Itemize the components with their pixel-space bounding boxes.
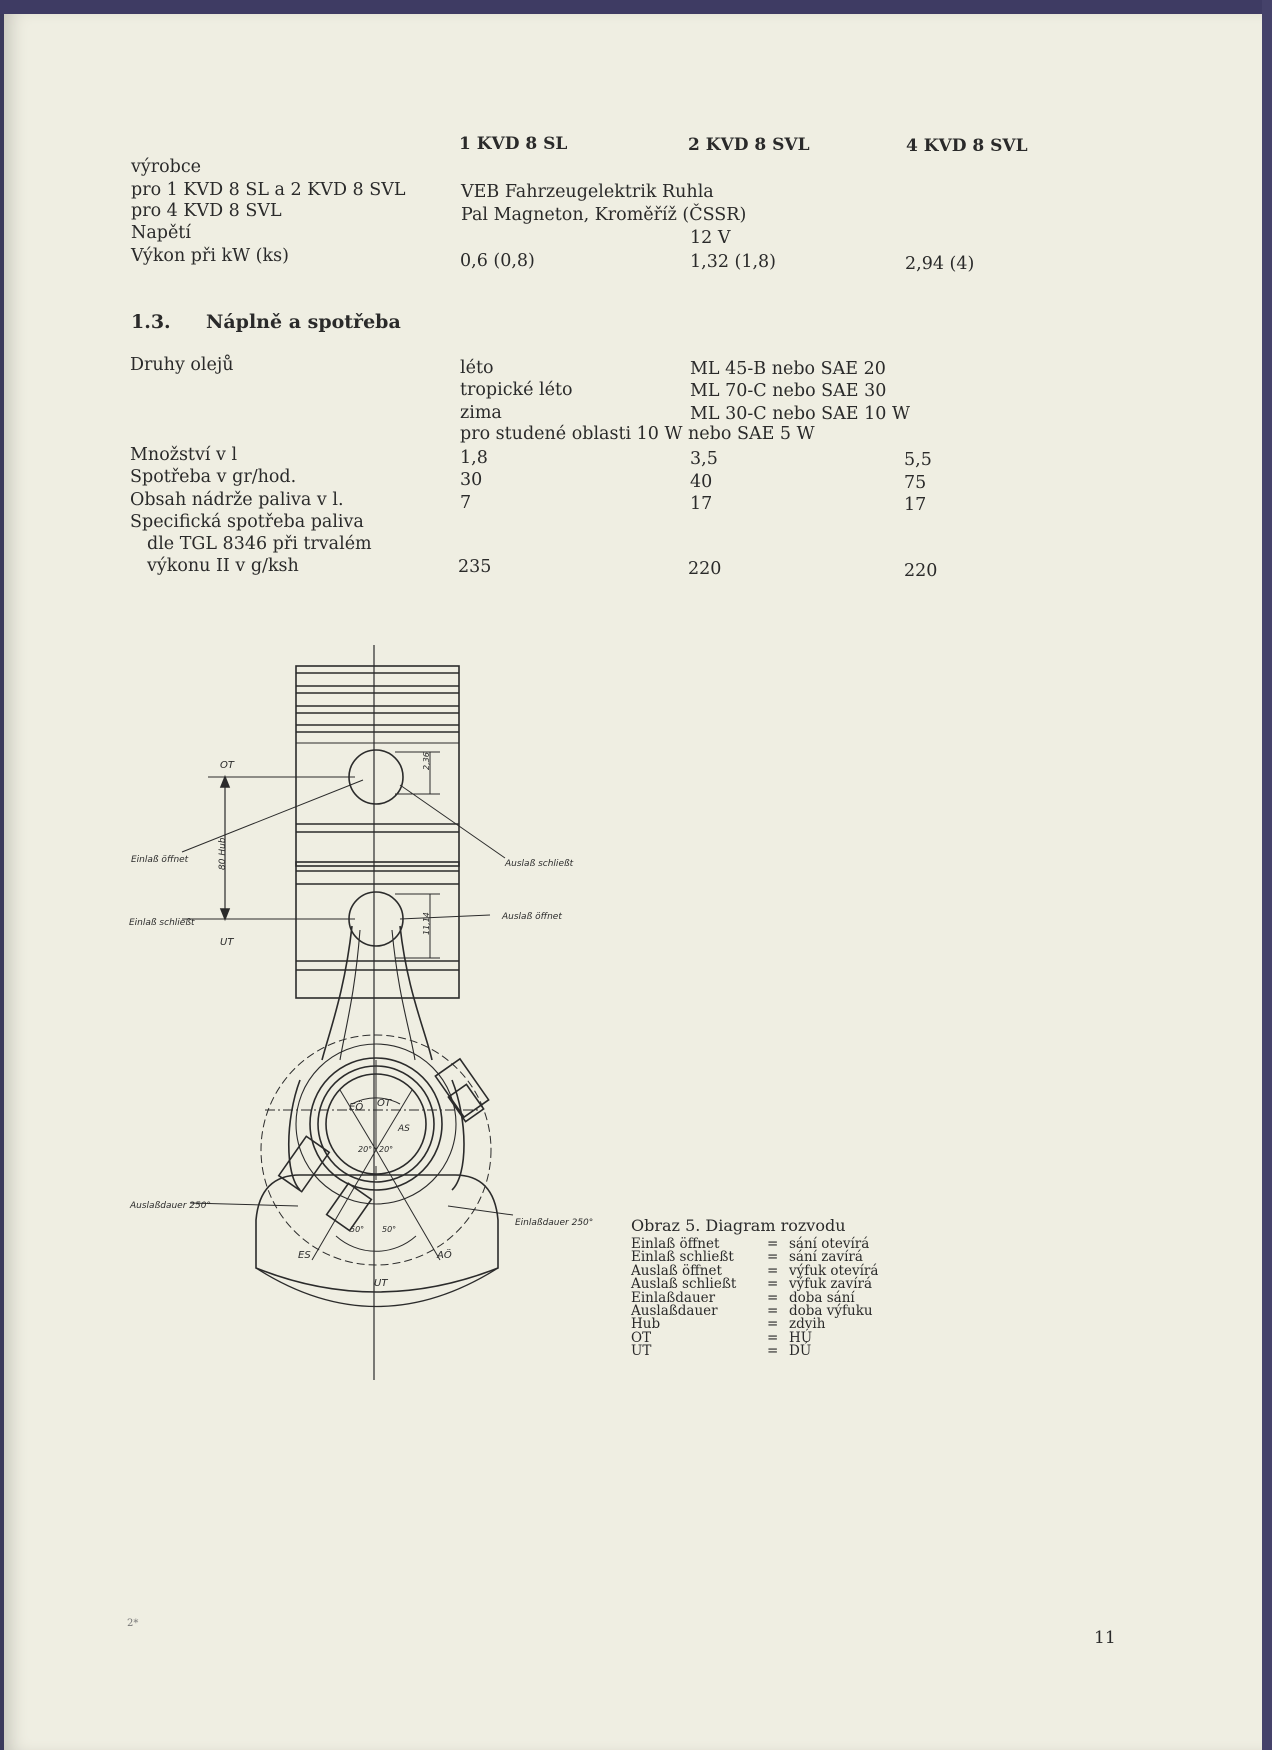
- legend-cs: doba výfuku: [789, 1303, 873, 1320]
- header-2kvd8svl: 2 KVD 8 SVL: [688, 135, 810, 155]
- legend-cs: doba sání: [789, 1289, 855, 1306]
- cell-c1: 1,8: [460, 448, 488, 468]
- legend-de: Hub: [631, 1316, 661, 1333]
- oil-season: zima: [460, 403, 502, 423]
- cell-c2: 1,32 (1,8): [690, 252, 777, 272]
- cold-note: pro studené oblasti 10 W nebo SAE 5 W: [460, 424, 815, 444]
- label-as: AS: [398, 1124, 410, 1134]
- cell-c2: 220: [688, 559, 722, 579]
- legend-cs: zdvih: [789, 1316, 826, 1333]
- legend-eq: =: [767, 1276, 779, 1293]
- label-dim2: 11,14: [422, 912, 431, 935]
- label-ot: OT: [220, 760, 234, 771]
- row-label: Spotřeba v gr/hod.: [130, 467, 297, 487]
- vyrobce-label: výrobce: [131, 157, 202, 177]
- label-auslass-offnet: Auslaß öffnet: [502, 912, 562, 922]
- spec-label: dle TGL 8346 při trvalém: [147, 534, 372, 554]
- legend-eq: =: [767, 1236, 779, 1252]
- label-einlass-offnet: Einlaß öffnet: [131, 855, 189, 865]
- cell-c2: 3,5: [690, 449, 718, 469]
- oil-season: léto: [460, 358, 494, 378]
- legend-cs: sání zavírá: [789, 1249, 863, 1266]
- label-deg50b: 50°: [382, 1225, 397, 1234]
- section-number: 1.3.: [131, 311, 171, 333]
- legend-row: [631, 1305, 878, 1318]
- legend-row: [631, 1345, 878, 1358]
- legend-eq: =: [767, 1262, 779, 1279]
- label-ot2: OT: [377, 1098, 391, 1109]
- cell-c3: 220: [904, 561, 938, 581]
- label-eo: EÖ: [349, 1102, 364, 1113]
- label-ao: AÖ: [437, 1250, 452, 1261]
- label-es: ES: [298, 1250, 311, 1261]
- cell-c1: 235: [458, 557, 492, 577]
- row-label: Napětí: [131, 223, 191, 243]
- legend-row: [631, 1318, 878, 1331]
- label-hub: 80 Hub: [218, 837, 228, 870]
- cell-c2: 17: [690, 494, 713, 514]
- cell-c3: 2,94 (4): [905, 254, 975, 274]
- figure-legend: [631, 1238, 878, 1359]
- oil-grade: ML 45-B nebo SAE 20: [690, 359, 886, 379]
- legend-de: UT: [631, 1343, 652, 1360]
- cell-c1: 30: [460, 470, 483, 490]
- oil-grade: ML 30-C nebo SAE 10 W: [690, 404, 910, 424]
- legend-eq: =: [767, 1316, 779, 1333]
- legend-de: OT: [631, 1329, 652, 1346]
- row-value: VEB Fahrzeugelektrik Ruhla: [461, 182, 714, 202]
- oil-season: tropické léto: [460, 380, 573, 400]
- cell-c3: 17: [904, 495, 927, 515]
- legend-de: Auslaß öffnet: [631, 1262, 722, 1279]
- row-label: pro 1 KVD 8 SL a 2 KVD 8 SVL: [131, 180, 406, 200]
- label-deg50a: 50°: [350, 1225, 365, 1234]
- cell-c3: 75: [904, 473, 927, 493]
- label-auslass-schliesst: Auslaß schließt: [505, 859, 574, 869]
- legend-cs: sání otevírá: [789, 1236, 870, 1252]
- cell-c1: 7: [460, 493, 472, 513]
- legend-cs: výfuk zavírá: [789, 1276, 873, 1293]
- legend-de: Einlaß öffnet: [631, 1236, 720, 1252]
- legend-eq: =: [767, 1329, 779, 1346]
- cell-c1: 0,6 (0,8): [460, 251, 535, 271]
- legend-row: [631, 1329, 878, 1346]
- label-deg20a: 20°: [358, 1145, 373, 1154]
- row-value: Pal Magneton, Kroměříž (ČSSR): [461, 205, 747, 225]
- label-einlass-schliesst: Einlaß schließt: [129, 918, 195, 928]
- legend-de: Auslaßdauer: [631, 1303, 718, 1320]
- signature-mark: 2*: [127, 1618, 139, 1629]
- label-dim1: 2,36: [422, 752, 431, 770]
- section-title: Náplně a spotřeba: [206, 311, 401, 333]
- legend-eq: =: [767, 1303, 779, 1320]
- header-4kvd8svl: 4 KVD 8 SVL: [906, 136, 1028, 156]
- oils-label: Druhy olejů: [130, 355, 234, 375]
- page-number: 11: [1094, 1628, 1116, 1648]
- legend-eq: =: [767, 1249, 779, 1266]
- label-einlassdauer: Einlaßdauer 250°: [515, 1218, 594, 1228]
- row-label: Množství v l: [130, 445, 238, 465]
- legend-eq: =: [767, 1289, 779, 1306]
- label-auslassdauer: Auslaßdauer 250°: [130, 1201, 211, 1211]
- oil-grade: ML 70-C nebo SAE 30: [690, 381, 887, 401]
- spec-label: Specifická spotřeba paliva: [130, 512, 364, 532]
- legend-cs: HÚ: [789, 1329, 813, 1346]
- row-value: 12 V: [690, 228, 731, 248]
- legend-cs: výfuk otevírá: [789, 1262, 879, 1279]
- legend-cs: DÚ: [789, 1343, 812, 1360]
- label-deg20b: 20°: [379, 1145, 394, 1154]
- legend-de: Einlaßdauer: [631, 1289, 716, 1306]
- cell-c2: 40: [690, 472, 713, 492]
- row-label: pro 4 KVD 8 SVL: [131, 201, 282, 221]
- row-label: Výkon při kW (ks): [131, 246, 289, 266]
- header-1kvd8sl: 1 KVD 8 SL: [459, 134, 568, 154]
- figure-caption: Obraz 5. Diagram rozvodu: [631, 1216, 846, 1235]
- row-label: Obsah nádrže paliva v l.: [130, 490, 344, 510]
- label-ut2: UT: [374, 1278, 388, 1289]
- legend-eq: =: [767, 1343, 779, 1360]
- legend-de: Einlaß schließt: [631, 1249, 734, 1266]
- legend-de: Auslaß schließt: [631, 1276, 737, 1293]
- cell-c3: 5,5: [904, 450, 932, 470]
- label-ut: UT: [220, 937, 234, 948]
- spec-label: výkonu II v g/ksh: [147, 556, 299, 576]
